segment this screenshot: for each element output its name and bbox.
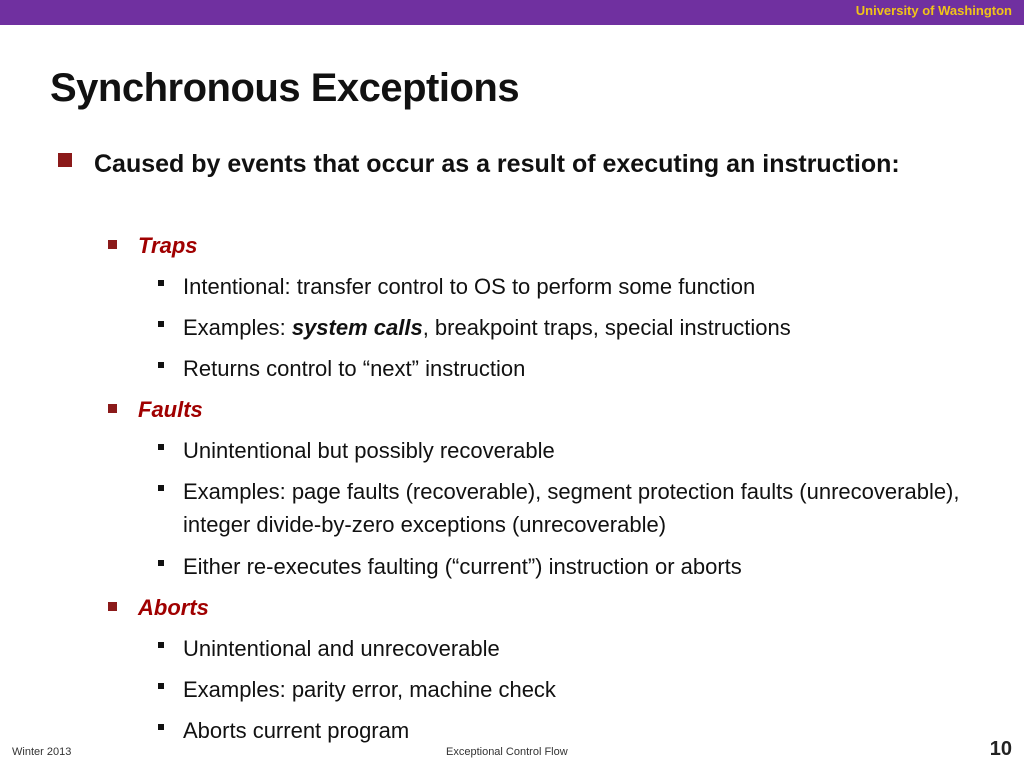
list-item: Examples: system calls, breakpoint traps, special instructions xyxy=(158,311,978,344)
main-bullet xyxy=(58,145,958,184)
list-item: Returns control to “next” instruction xyxy=(158,352,978,385)
list-item: Aborts current program xyxy=(158,714,978,747)
small-square-bullet-icon xyxy=(158,444,164,450)
list-item: Intentional: transfer control to OS to perform some function xyxy=(158,270,978,303)
organization-name: University of Washington xyxy=(855,3,1012,18)
list-item: Unintentional and unrecoverable xyxy=(158,632,978,665)
slide-title: Synchronous Exceptions xyxy=(50,66,520,110)
category-label: Traps xyxy=(138,233,198,258)
footer-topic: Exceptional Control Flow xyxy=(446,746,568,758)
slide-footer xyxy=(0,738,1024,768)
small-square-bullet-icon xyxy=(158,560,164,566)
list-item: Examples: page faults (recoverable), segment protection faults (unrecoverable), integer divide-by-zero exceptions (unrecoverable) xyxy=(158,475,978,541)
square-bullet-icon xyxy=(108,240,117,249)
header-bar xyxy=(0,0,1024,25)
category-aborts xyxy=(108,595,209,621)
square-bullet-icon xyxy=(108,404,117,413)
page-number: 10 xyxy=(989,738,1012,760)
main-bullet-text: Caused by events that occur as a result of executing an instruction: xyxy=(94,150,900,178)
square-bullet-icon xyxy=(58,153,72,167)
small-square-bullet-icon xyxy=(158,362,164,368)
list-item: Unintentional but possibly recoverable xyxy=(158,434,978,467)
small-square-bullet-icon xyxy=(158,724,164,730)
list-item: Either re-executes faulting (“current”) instruction or aborts xyxy=(158,550,978,583)
category-traps xyxy=(108,233,198,259)
footer-term: Winter 2013 xyxy=(12,746,72,758)
category-faults xyxy=(108,397,203,423)
small-square-bullet-icon xyxy=(158,642,164,648)
category-label: Aborts xyxy=(138,595,209,620)
list-item: Examples: parity error, machine check xyxy=(158,673,978,706)
emphasized-term: system calls xyxy=(291,315,423,340)
small-square-bullet-icon xyxy=(158,321,164,327)
category-label: Faults xyxy=(138,397,203,422)
small-square-bullet-icon xyxy=(158,485,164,491)
small-square-bullet-icon xyxy=(158,683,164,689)
small-square-bullet-icon xyxy=(158,280,164,286)
square-bullet-icon xyxy=(108,602,117,611)
